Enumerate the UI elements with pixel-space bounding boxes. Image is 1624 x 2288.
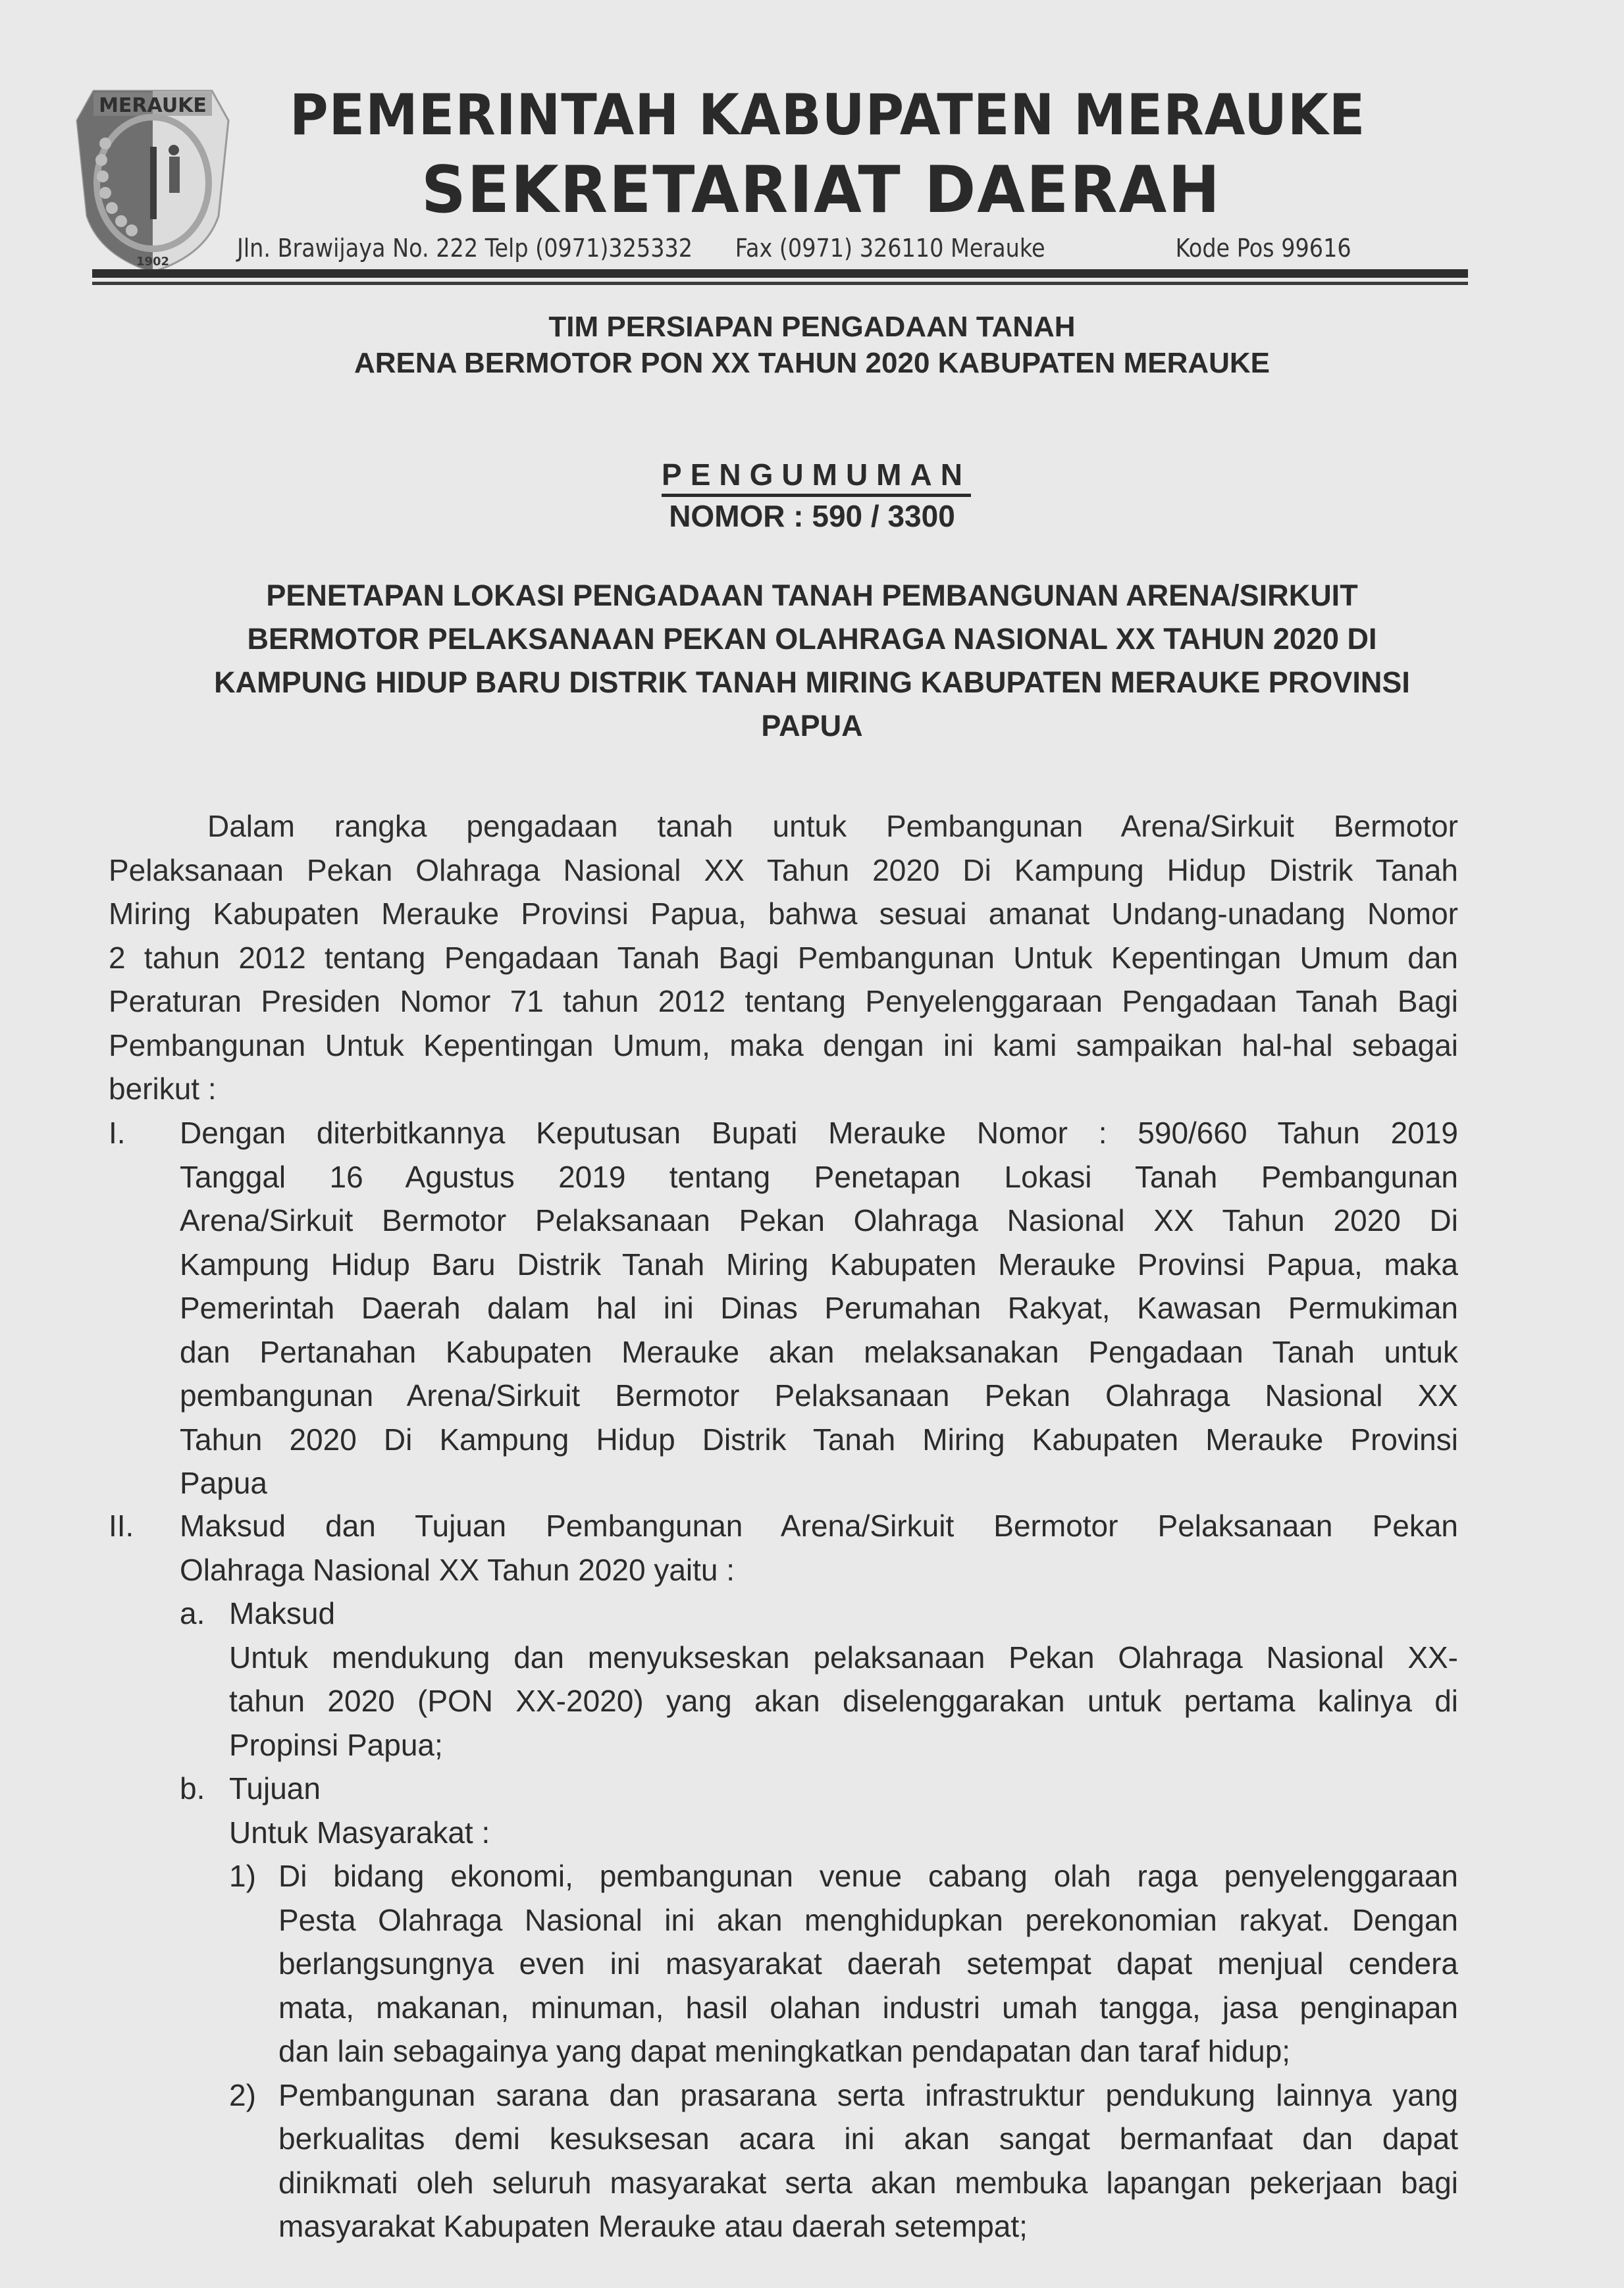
paragraph-line: masyarakat Kabupaten Merauke atau daerah setempat; bbox=[278, 2209, 1028, 2243]
paragraph-line: Untuk mendukung dan menyukseskan pelaksanaan Pekan Olahraga Nasional XX- bbox=[229, 1640, 1458, 1675]
letterhead-divider-thin bbox=[92, 282, 1468, 285]
document-type-heading bbox=[0, 457, 1624, 497]
paragraph-line: Olahraga Nasional XX Tahun 2020 yaitu : bbox=[180, 1552, 735, 1587]
paragraph-line: Pembangunan sarana dan prasarana serta infrastruktur pendukung lainnya yang bbox=[278, 2077, 1458, 2112]
point-label: 2) bbox=[229, 2077, 256, 2112]
document-type-label: PENGUMUMAN bbox=[662, 457, 971, 497]
paragraph-line: tahun 2020 (PON XX-2020) yang akan diselenggarakan untuk pertama kalinya di bbox=[229, 1684, 1458, 1718]
paragraph-line: Papua bbox=[180, 1466, 268, 1500]
address-street-phone: Jln. Brawijaya No. 222 Telp (0971)325332 bbox=[237, 234, 693, 263]
point-body bbox=[278, 2073, 1458, 2249]
paragraph-line: Arena/Sirkuit Bermotor Pelaksanaan Pekan Olahraga Nasional XX Tahun 2020 Di bbox=[180, 1203, 1458, 1237]
paragraph-line: berikut : bbox=[109, 1072, 217, 1106]
paragraph-line: dan lain sebagainya yang dapat meningkatkan pendapatan dan taraf hidup; bbox=[278, 2034, 1291, 2068]
subject-line: KAMPUNG HIDUP BARU DISTRIK TANAH MIRING KABUPATEN MERAUKE PROVINSI bbox=[214, 665, 1410, 699]
letterhead-divider-thick bbox=[92, 269, 1468, 278]
postal-code: Kode Pos 99616 bbox=[1175, 234, 1351, 263]
sub-item-title: Tujuan bbox=[229, 1771, 321, 1806]
paragraph-line: Peraturan Presiden Nomor 71 tahun 2012 tentang Penyelenggaraan Pengadaan Tanah Bagi bbox=[109, 984, 1458, 1018]
paragraph-line: berlangsungnya even ini masyarakat daerah setempat dapat menjual cendera bbox=[278, 1946, 1458, 1981]
paragraph-line: mata, makanan, minuman, hasil olahan industri umah tangga, jasa penginapan bbox=[278, 1990, 1458, 2025]
paragraph-line: Pemerintah Daerah dalam hal ini Dinas Perumahan Rakyat, Kawasan Permukiman bbox=[180, 1291, 1458, 1325]
paragraph-line: Dalam rangka pengadaan tanah untuk Pembangunan Arena/Sirkuit Bermotor bbox=[207, 809, 1458, 843]
office-name: SEKRETARIAT DAERAH bbox=[421, 153, 1221, 228]
paragraph-line: Tahun 2020 Di Kampung Hidup Distrik Tanah Miring Kabupaten Merauke Provinsi bbox=[180, 1422, 1458, 1457]
point-label: 1) bbox=[229, 1859, 256, 1893]
list-number: II. bbox=[109, 1509, 134, 1543]
subject-line: BERMOTOR PELAKSANAAN PEKAN OLAHRAGA NASIONAL XX TAHUN 2020 DI bbox=[247, 622, 1377, 656]
paragraph-line: Dengan diterbitkannya Keputusan Bupati Merauke Nomor : 590/660 Tahun 2019 bbox=[180, 1116, 1458, 1150]
paragraph-line: Di bidang ekonomi, pembangunan venue cabang olah raga penyelenggaraan bbox=[278, 1859, 1458, 1893]
paragraph-line: Tanggal 16 Agustus 2019 tentang Penetapan Lokasi Tanah Pembangunan bbox=[180, 1159, 1458, 1194]
svg-text:1902: 1902 bbox=[136, 255, 170, 269]
paragraph-line: Maksud dan Tujuan Pembangunan Arena/Sirkuit Bermotor Pelaksanaan Pekan bbox=[180, 1509, 1458, 1543]
paragraph-line: Pembangunan Untuk Kepentingan Umum, maka dengan ini kami sampaikan hal-hal sebagai bbox=[109, 1027, 1458, 1062]
paragraph-line: dan Pertanahan Kabupaten Merauke akan melaksanakan Pengadaan Tanah untuk bbox=[180, 1334, 1458, 1369]
sub-item-title: Maksud bbox=[229, 1596, 336, 1630]
paragraph-line: 2 tahun 2012 tentang Pengadaan Tanah Bagi Pembangunan Untuk Kepentingan Umum dan bbox=[109, 940, 1458, 975]
government-name: PEMERINTAH KABUPATEN MERAUKE bbox=[290, 82, 1366, 148]
paragraph-line: Untuk Masyarakat : bbox=[229, 1815, 490, 1850]
merauke-coat-of-arms-logo bbox=[74, 84, 232, 275]
sub-item-body bbox=[229, 1636, 1458, 1767]
address-fax: Fax (0971) 326110 Merauke bbox=[735, 234, 1045, 263]
svg-text:MERAUKE: MERAUKE bbox=[99, 94, 207, 117]
paragraph-line: Propinsi Papua; bbox=[229, 1727, 443, 1762]
paragraph-line: pembangunan Arena/Sirkuit Bermotor Pelaksanaan Pekan Olahraga Nasional XX bbox=[180, 1378, 1458, 1413]
list-number: I. bbox=[109, 1116, 126, 1150]
document-number: NOMOR : 590 / 3300 bbox=[669, 499, 955, 533]
paragraph-line: Pelaksanaan Pekan Olahraga Nasional XX Tahun 2020 Di Kampung Hidup Distrik Tanah bbox=[109, 852, 1458, 887]
paragraph-line: berkualitas demi kesuksesan acara ini akan sangat bermanfaat dan dapat bbox=[278, 2121, 1458, 2156]
team-title-line-2: ARENA BERMOTOR PON XX TAHUN 2020 KABUPATEN MERAUKE bbox=[354, 347, 1270, 379]
paragraph-line: Miring Kabupaten Merauke Provinsi Papua, bahwa sesuai amanat Undang-unadang Nomor bbox=[109, 897, 1458, 931]
intro-paragraph bbox=[109, 804, 1458, 1111]
list-item-body bbox=[180, 1504, 1458, 1592]
sub-item-letter: a. bbox=[180, 1596, 205, 1630]
subject-line: PAPUA bbox=[761, 709, 863, 742]
team-title-line-1: TIM PERSIAPAN PENGADAAN TANAH bbox=[548, 311, 1076, 343]
subject-heading bbox=[0, 574, 1624, 748]
list-item-body bbox=[180, 1111, 1458, 1505]
point-body bbox=[278, 1854, 1458, 2073]
sub-item-intro bbox=[229, 1811, 1458, 1855]
sub-item-letter: b. bbox=[180, 1771, 205, 1806]
paragraph-line: Pesta Olahraga Nasional ini akan menghidupkan perekonomian rakyat. Dengan bbox=[278, 1902, 1458, 1937]
paragraph-line: dinikmati oleh seluruh masyarakat serta akan membuka lapangan pekerjaan bagi bbox=[278, 2165, 1458, 2200]
subject-line: PENETAPAN LOKASI PENGADAAN TANAH PEMBANGUNAN ARENA/SIRKUIT bbox=[266, 579, 1358, 612]
address-line bbox=[237, 234, 1351, 263]
paragraph-line: Kampung Hidup Baru Distrik Tanah Miring Kabupaten Merauke Provinsi Papua, maka bbox=[180, 1247, 1458, 1282]
